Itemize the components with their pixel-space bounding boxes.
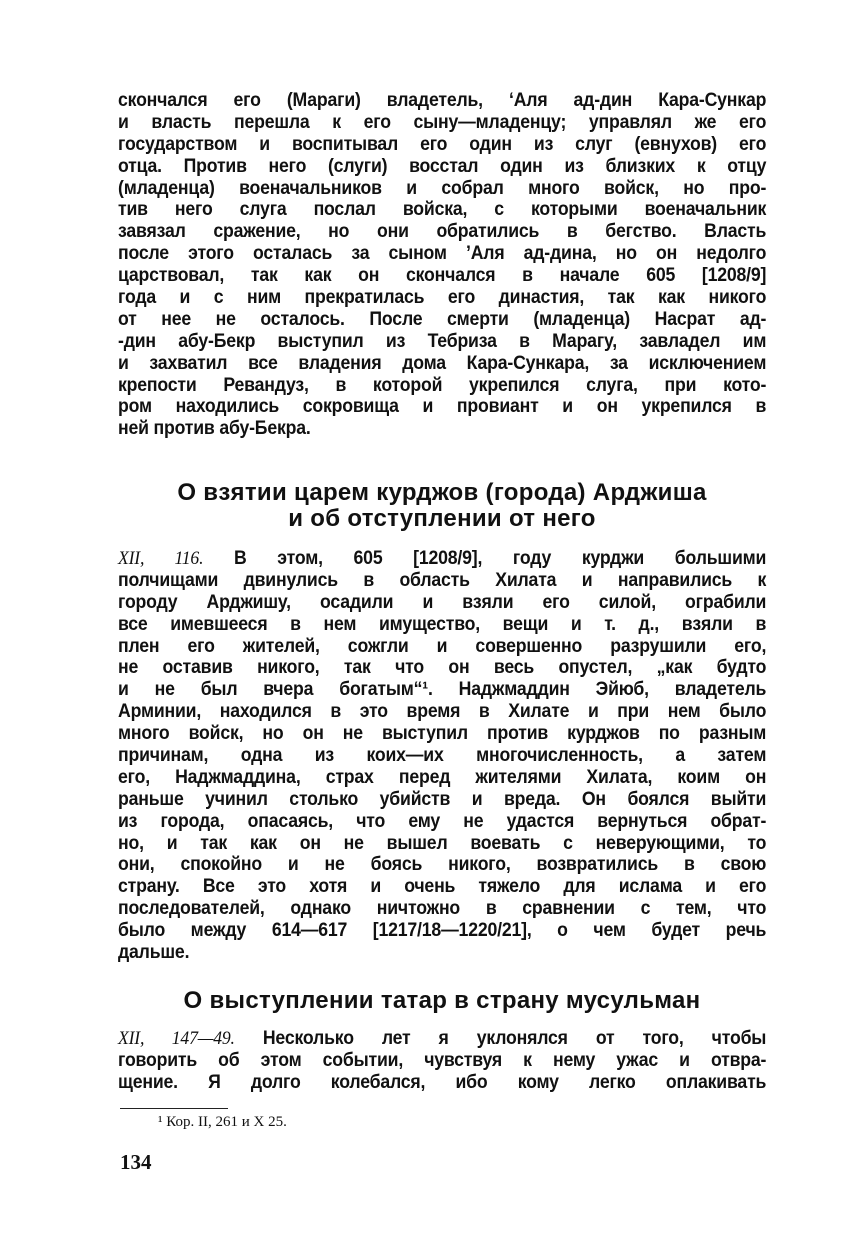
section-heading-1 [118,480,766,532]
text-line [118,1028,766,1050]
line-text: после этого осталась за сыном ’Аля ад-дина, но он недолго [118,243,767,265]
text-line [118,331,766,353]
heading-line: и об отступлении от него [288,505,596,532]
line-text: щение. Я долго колебался, ибо кому легко оплакивать [118,1071,767,1093]
text-line [118,112,766,134]
text-line [118,636,766,658]
text-line [118,811,766,833]
text-line [118,309,766,331]
text-line [118,199,766,221]
line-text: много войск, но он не выступил против курджов по разным [118,723,767,745]
text-line [118,1072,766,1094]
text-line [118,1050,766,1072]
line-text: все имевшееся в нем имущество, вещи и т. д., взяли в [118,613,767,635]
text-line [118,592,766,614]
line-text: -дин абу-Бекр выступил из Тебриза в Марагу, завладел им [118,330,767,352]
line-text: тив него слуга послал войска, с которыми военачальник [118,199,767,221]
text-line [118,614,766,636]
text-line [118,942,766,964]
line-text: крепости Ревандуз, в которой укрепился слуга, при кото- [118,374,767,396]
text-line [118,876,766,898]
line-text: и не был вчера богатым“¹. Наджмаддин Эйюб, владетель [118,679,767,701]
citation-reference: XII, 116. [118,548,204,569]
line-text: ней против абу-Бекра. [118,418,311,440]
text-line [118,898,766,920]
text-line [118,353,766,375]
text-line [118,854,766,876]
paragraph-2 [118,548,766,964]
line-text: из города, опасаясь, что ему не удастся вернуться обрат- [118,810,767,832]
text-line [118,156,766,178]
line-text: Несколько лет я уклонялся от того, чтобы [262,1028,767,1049]
paragraph-3 [118,1028,766,1094]
page-number: 134 [120,1150,152,1174]
line-text: было между 614—617 [1217/18—1220/21], о чем будет речь [118,920,767,942]
line-text: царствовал, так как он скончался в начале 605 [1208/9] [118,265,767,287]
text-line [118,767,766,789]
heading-line: О взятии царем курджов (города) Арджиша [177,479,707,506]
text-line [118,90,766,112]
section-heading-2: О выступлении татар в страну мусульман [183,987,701,1014]
footnote-divider [120,1108,228,1109]
footnote: ¹ Кор. II, 261 и X 25. [158,1114,287,1130]
text-line [118,243,766,265]
line-text: не оставив никого, так что он весь опустел, „как будто [118,657,767,679]
line-text: государством и воспитывал его один из слуг (евнухов) его [118,133,767,155]
text-line [118,723,766,745]
line-text: В этом, 605 [1208/9], году курджи большими [234,548,767,569]
line-text: полчищами двинулись в область Хилата и направились к [118,569,767,591]
line-text: и захватил все владения дома Кара-Сункара, за исключением [118,352,767,374]
text-line [118,548,766,570]
text-line [118,375,766,397]
text-line [118,679,766,701]
line-text: его, Наджмаддина, страх перед жителями Хилата, коим он [118,766,767,788]
line-text: плен его жителей, сожгли и совершенно разрушили его, [118,635,767,657]
text-line [118,134,766,156]
line-text: скончался его (Мараги) владетель, ‘Аля ад-дин Кара-Сункар [118,90,767,111]
line-text: раньше учинил столько убийств и вреда. Он боялся выйти [118,788,767,810]
line-text: отца. Против него (слуги) восстал один из близких к отцу [118,155,767,177]
line-text: причинам, одна из коих—их многочисленность, а затем [118,745,767,767]
text-line [118,745,766,767]
text-line [118,833,766,855]
line-text: завязал сражение, но они обратились в бегство. Власть [118,221,767,243]
line-text: дальше. [118,942,190,964]
line-text: страну. Все это хотя и очень тяжело для ислама и его [118,876,767,898]
line-text: Арминии, находился в это время в Хилате и при нем было [118,701,767,723]
line-text: года и с ним прекратилась его династия, так как никого [118,287,767,309]
text-line [118,287,766,309]
text-line [118,701,766,723]
line-text: они, спокойно и не боясь никого, возвратились в свою [118,854,767,876]
text-line [118,418,766,440]
text-line [118,570,766,592]
text-line [118,396,766,418]
line-text: городу Арджишу, осадили и взяли его силой, ограбили [118,591,767,613]
line-text: ром находились сокровища и провиант и он укрепился в [118,396,767,418]
line-text: (младенца) военачальников и собрал много войск, но про- [118,177,767,199]
text-line [118,221,766,243]
text-line [118,265,766,287]
text-line [118,789,766,811]
text-line [118,657,766,679]
line-text: говорить об этом событии, чувствуя к нему ужас и отвра- [118,1049,767,1071]
text-line [118,178,766,200]
text-line [118,920,766,942]
citation-reference: XII, 147—49. [118,1028,235,1049]
line-text: и власть перешла к его сыну—младенцу; управлял же его [118,111,767,133]
line-text: от нее не осталось. После смерти (младенца) Насрат ад- [118,308,767,330]
line-text: но, и так как он не вышел воевать с неверующими, то [118,832,767,854]
paragraph-1 [118,90,766,440]
line-text: последователей, однако ничтожно в сравнении с тем, что [118,898,767,920]
